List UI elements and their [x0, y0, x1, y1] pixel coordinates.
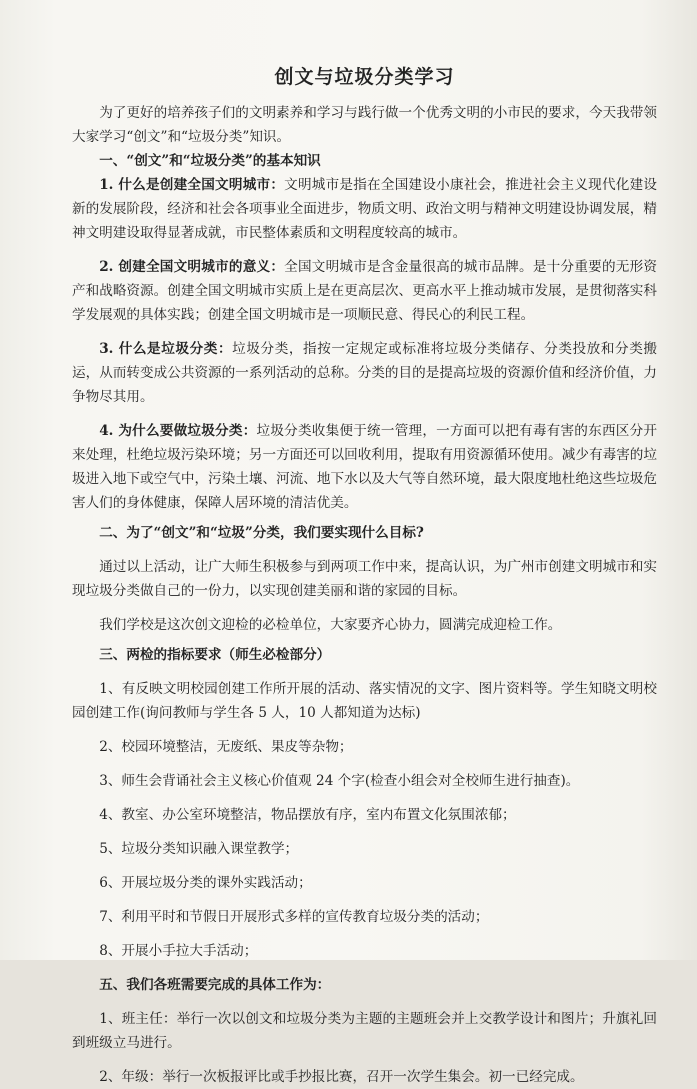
- section5-item-2: 2、年级：举行一次板报评比或手抄报比赛，召开一次学生集会。初一已经完成。: [99, 1069, 584, 1085]
- section2-paragraph-1: 通过以上活动，让广大师生积极参与到两项工作中来，提高认识，为广州市创建文明城市和实现垃圾分类做自己的一份力，以实现创建美丽和谐的家园的目标。: [72, 559, 657, 599]
- section3-item-7: 7、利用平时和节假日开展形式多样的宣传教育垃圾分类的活动；: [99, 909, 489, 925]
- section3-item-3: 3、师生会背诵社会主义核心价值观 24 个字(检查小组会对全校师生进行抽查)。: [99, 773, 580, 789]
- q4-paragraph: [72, 419, 657, 515]
- document-title: 创文与垃圾分类学习: [274, 66, 455, 88]
- q4-text: 垃圾分类收集便于统一管理，一方面可以把有毒有害的东西区分开来处理，杜绝垃圾污染环境；另一方面还可以回收利用，提取有用资源循环使用。减少有毒害的垃圾进入地下或空气中，污染土壤、河流、地下水以及大气等自然环境，最大限度地杜绝这些垃圾危害人们的身体健康，保障人居环境的清洁优美。: [72, 423, 657, 511]
- section2-heading: 二、为了“创文”和“垃圾”分类，我们要实现什么目标?: [99, 525, 424, 541]
- section1-heading: 一、“创文”和“垃圾分类”的基本知识: [99, 153, 321, 169]
- section5-heading: 五、我们各班需要完成的具体工作为：: [99, 977, 331, 993]
- section3-item-1: 1、有反映文明校园创建工作所开展的活动、落实情况的文字、图片资料等。学生知晓文明校园创建工作(询问教师与学生各 5 人，10 人都知道为达标): [72, 681, 657, 721]
- q1-paragraph: [72, 173, 657, 245]
- q1-label: 1. 什么是创建全国文明城市：: [99, 177, 285, 193]
- q2-paragraph: [72, 255, 657, 327]
- q4-label: 4. 为什么要做垃圾分类：: [99, 423, 257, 439]
- q3-paragraph: [72, 337, 657, 409]
- section3-item-5: 5、垃圾分类知识融入课堂教学；: [99, 841, 299, 857]
- q3-label: 3. 什么是垃圾分类：: [99, 341, 233, 357]
- section3-heading: 三、两检的指标要求（师生必检部分）: [99, 647, 331, 663]
- section2-paragraph-2: 我们学校是这次创文迎检的必检单位，大家要齐心协力，圆满完成迎检工作。: [99, 617, 562, 633]
- section5-item-1: 1、班主任：举行一次以创文和垃圾分类为主题的主题班会并上交教学设计和图片；升旗礼回到班级立马进行。: [72, 1011, 657, 1051]
- section3-item-8: 8、开展小手拉大手活动；: [99, 943, 258, 959]
- section3-item-2: 2、校园环境整洁，无废纸、果皮等杂物；: [99, 739, 353, 755]
- q1-text: 文明城市是指在全国建设小康社会，推进社会主义现代化建设新的发展阶段，经济和社会各项事业全面进步，物质文明、政治文明与精神文明建设协调发展，精神文明建设取得显著成就，市民整体素质和文明程度较高的城市。: [72, 177, 657, 241]
- section3-item-6: 6、开展垃圾分类的课外实践活动；: [99, 875, 312, 891]
- q2-label: 2. 创建全国文明城市的意义：: [99, 259, 285, 275]
- q2-text: 全国文明城市是含金量很高的城市品牌。是十分重要的无形资产和战略资源。创建全国文明城市实质上是在更高层次、更高水平上推动城市发展，是贯彻落实科学发展观的具体实践；创建全国文明城市是一项顺民意、得民心的利民工程。: [72, 259, 657, 323]
- section3-item-4: 4、教室、办公室环境整洁，物品摆放有序，室内布置文化氛围浓郁；: [99, 807, 516, 823]
- q3-text: 垃圾分类，指按一定规定或标准将垃圾分类储存、分类投放和分类搬运，从而转变成公共资源的一系列活动的总称。分类的目的是提高垃圾的资源价值和经济价值，力争物尽其用。: [72, 341, 657, 405]
- intro-paragraph: 为了更好的培养孩子们的文明素养和学习与践行做一个优秀文明的小市民的要求，今天我带领大家学习“创文”和“垃圾分类”知识。: [72, 105, 657, 145]
